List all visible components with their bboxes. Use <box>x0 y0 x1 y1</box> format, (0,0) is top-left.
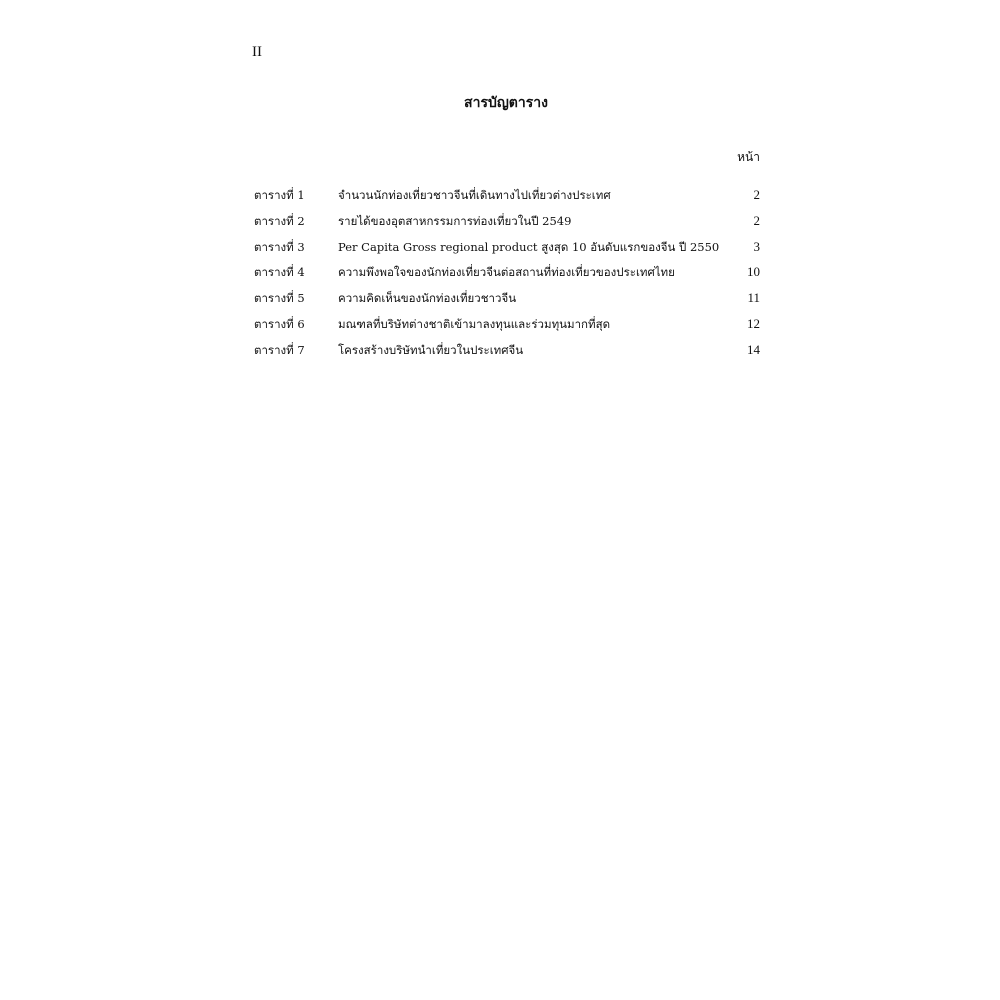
toc-entry-page: 2 <box>753 212 760 228</box>
toc-entry-label: ตารางที่ 6 <box>254 316 305 331</box>
toc-entry <box>254 288 760 314</box>
toc-entry-page: 14 <box>747 341 760 357</box>
toc-entry-page: 11 <box>747 290 760 306</box>
toc-entry-page: 12 <box>747 315 760 331</box>
toc-entry-title: ความพึงพอใจของนักท่องเที่ยวจีนต่อสถานที่ท่องเที่ยวของประเทศไทย <box>338 265 675 280</box>
toc-entry-page: 3 <box>753 238 760 254</box>
toc-entry-title: Per Capita Gross regional product สูงสุด 10 อันดับแรกของจีน ปี 2550 <box>338 239 720 254</box>
toc-entry-label: ตารางที่ 4 <box>254 265 305 280</box>
toc-entry <box>254 314 760 340</box>
toc-entry-label: ตารางที่ 1 <box>254 188 305 202</box>
toc-entry <box>254 211 760 237</box>
toc-entry-label: ตารางที่ 7 <box>254 342 305 357</box>
toc-entry <box>254 340 760 366</box>
toc-entry-label: ตารางที่ 2 <box>254 213 305 228</box>
page-number: II <box>252 44 262 60</box>
toc-entry-title: โครงสร้างบริษัทนำเที่ยวในประเทศจีน <box>338 342 524 357</box>
toc-entry-title: มณฑลที่บริษัทต่างชาติเข้ามาลงทุนและร่วมทุนมากที่สุด <box>338 316 611 331</box>
toc-entry <box>254 237 760 263</box>
page-column-header: หน้า <box>737 150 760 164</box>
toc-entry-page: 2 <box>753 187 760 202</box>
toc-entry-label: ตารางที่ 5 <box>254 291 305 306</box>
toc-entry-title: ความคิดเห็นของนักท่องเที่ยวชาวจีน <box>338 291 517 306</box>
toc-entry <box>254 185 760 211</box>
toc-entry <box>254 262 760 288</box>
toc-entry-title: จำนวนนักท่องเที่ยวชาวจีนที่เดินทางไปเที่ยวต่างประเทศ <box>338 188 611 202</box>
toc-entry-title: รายได้ของอุตสาหกรรมการท่องเที่ยวในปี 2549 <box>338 213 572 228</box>
toc-entry-label: ตารางที่ 3 <box>254 239 305 254</box>
toc-entry-page: 10 <box>747 264 760 280</box>
table-of-tables <box>254 185 760 366</box>
page-title: สารบัญตาราง <box>464 95 548 111</box>
